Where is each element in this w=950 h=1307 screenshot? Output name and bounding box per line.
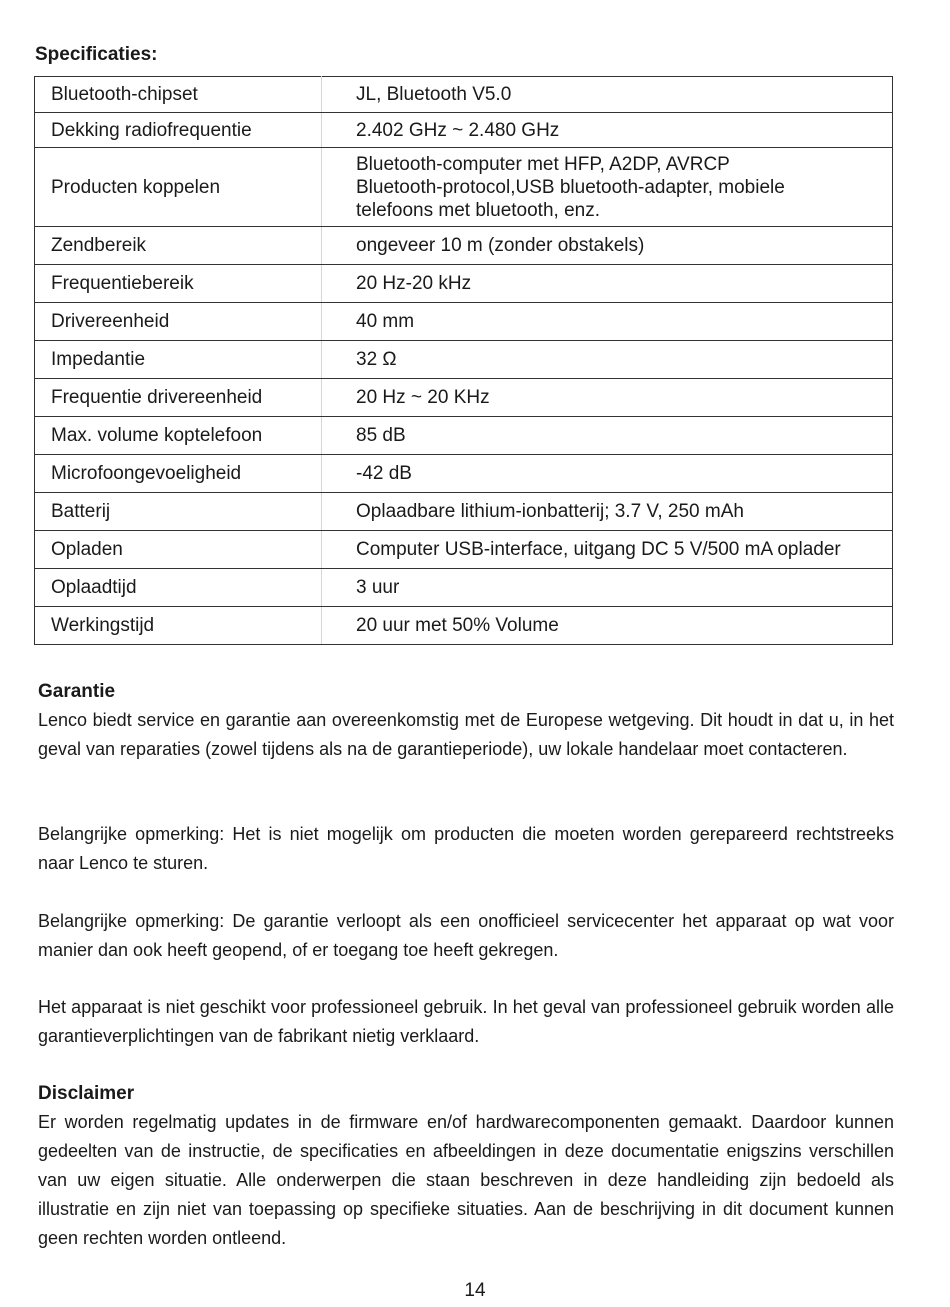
spec-value: 32 Ω: [322, 341, 893, 379]
spec-value: 85 dB: [322, 417, 893, 455]
spec-value: 40 mm: [322, 303, 893, 341]
table-row: [35, 417, 893, 455]
garantie-paragraph: Lenco biedt service en garantie aan overeenkomstig met de Europese wetgeving. Dit houdt in dat u, in het geval van reparaties (zowel tijdens als na de garantieperiode), uw lokale handelaar moet contacteren.: [38, 710, 894, 759]
spec-value-line: telefoons met bluetooth, enz.: [356, 199, 600, 221]
spec-value: 2.402 GHz ~ 2.480 GHz: [322, 113, 893, 148]
spec-label: Microfoongevoeligheid: [35, 455, 322, 493]
table-row: [35, 148, 893, 227]
spec-label: Producten koppelen: [35, 148, 322, 227]
spec-value: 20 uur met 50% Volume: [322, 607, 893, 645]
spec-label: Drivereenheid: [35, 303, 322, 341]
spec-value: [322, 148, 893, 227]
spec-value: 3 uur: [322, 569, 893, 607]
garantie-title: Garantie: [38, 681, 116, 702]
garantie-paragraph: Belangrijke opmerking: De garantie verloopt als een onofficieel servicecenter het apparaat op wat voor manier dan ook heeft geopend, of er toegang toe heeft gekregen.: [38, 911, 894, 960]
spec-value: 20 Hz-20 kHz: [322, 265, 893, 303]
spec-heading: Specificaties:: [35, 44, 158, 65]
spec-value: Computer USB-interface, uitgang DC 5 V/500 mA oplader: [322, 531, 893, 569]
table-row: [35, 227, 893, 265]
table-row: [35, 265, 893, 303]
spec-value: 20 Hz ~ 20 KHz: [322, 379, 893, 417]
spec-value: -42 dB: [322, 455, 893, 493]
table-row: [35, 113, 893, 148]
garantie-section: [38, 677, 894, 764]
table-row: [35, 569, 893, 607]
disclaimer-paragraph: Er worden regelmatig updates in de firmware en/of hardwarecomponenten gemaakt. Daardoor kunnen gedeelten van de instructie, de specificaties en afbeeldingen in deze documentatie enigszins verschillen van uw eigen situatie. Alle onderwerpen die staan beschreven in deze handleiding zijn bedoeld als illustratie en zijn niet van toepassing op specifieke situaties. Aan de beschrijving in dit document kunnen geen rechten worden ontleend.: [38, 1112, 894, 1248]
table-row: [35, 379, 893, 417]
table-row: [35, 77, 893, 113]
spec-label: Bluetooth-chipset: [35, 77, 322, 113]
table-row: [35, 303, 893, 341]
page-number: 14: [464, 1280, 486, 1301]
spec-label: Opladen: [35, 531, 322, 569]
spec-label: Frequentiebereik: [35, 265, 322, 303]
spec-label: Oplaadtijd: [35, 569, 322, 607]
spec-value: ongeveer 10 m (zonder obstakels): [322, 227, 893, 265]
spec-table: [34, 76, 893, 645]
garantie-paragraph: Belangrijke opmerking: Het is niet mogelijk om producten die moeten worden gerepareerd rechtstreeks naar Lenco te sturen.: [38, 824, 894, 873]
spec-label: Batterij: [35, 493, 322, 531]
disclaimer-section: [38, 1079, 894, 1253]
spec-value-line: Bluetooth-protocol,USB bluetooth-adapter, mobiele: [356, 176, 785, 198]
spec-label: Max. volume koptelefoon: [35, 417, 322, 455]
table-row: [35, 531, 893, 569]
garantie-paragraph: Het apparaat is niet geschikt voor professioneel gebruik. In het geval van professioneel gebruik worden alle garantieverplichtingen van de fabrikant nietig verklaard.: [38, 997, 894, 1046]
spec-label: Werkingstijd: [35, 607, 322, 645]
spec-value-line: Bluetooth-computer met HFP, A2DP, AVRCP: [356, 153, 730, 175]
spec-label: Zendbereik: [35, 227, 322, 265]
spec-label: Dekking radiofrequentie: [35, 113, 322, 148]
spec-value: JL, Bluetooth V5.0: [322, 77, 893, 113]
spec-value: Oplaadbare lithium-ionbatterij; 3.7 V, 250 mAh: [322, 493, 893, 531]
spec-label: Frequentie drivereenheid: [35, 379, 322, 417]
disclaimer-title: Disclaimer: [38, 1083, 135, 1104]
table-row: [35, 493, 893, 531]
table-row: [35, 455, 893, 493]
table-row: [35, 607, 893, 645]
table-row: [35, 341, 893, 379]
spec-label: Impedantie: [35, 341, 322, 379]
